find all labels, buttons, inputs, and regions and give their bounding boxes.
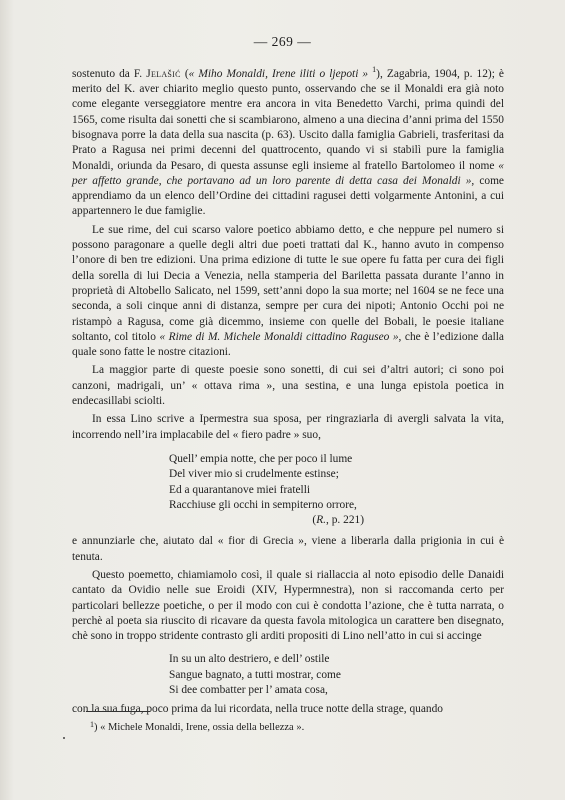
text-run: , p. 221) [326, 514, 364, 527]
text-run: ( [180, 67, 189, 80]
italic-quote: « per affetto grande, che portavano ad un loro parente di detta casa dei Monaldi » [72, 159, 504, 187]
citation-abbrev: R. [316, 514, 327, 527]
page-number: — 269 — [253, 34, 312, 49]
paragraph-5: e annunziarle che, aiutato dal « fior di Grecia », viene a liberarla dalla prigionia in cui è tenuta. [72, 535, 504, 563]
poem-line: Ed a quarantanove miei fratelli [169, 483, 311, 496]
text-run: Le sue rime, del cui scarso valore poetico abbiamo detto, e che neppure pel numero si possono paragonare a quelle degli altri due poeti trattati dal K., hanno avuto in compenso l’onore di ben tre edizioni. Una prima edizione di tutte le sue opere fu fatta per cura dei figli della sorella di lui Decia a Venezia, nella stamperia del Bariletta passata durante l’anno in proprietà di Altobello Salicato, nel 1599, sett’anni dopo la sua morte; nel 1604 se ne fece una seconda, a soli cinque anni di distanza, sempre per cura dei nipoti; Antonio Occhi poi ne ristampò a Ragusa, come già dicemmo, insieme con quelle del Bobali, le poesie italiane soltanto, col titolo [72, 223, 504, 343]
poem-line: Racchiuse gli occhi in sempiterno orrore, [169, 498, 357, 511]
text-run: , come apprendiamo da un elenco dell’Ordine dei cittadini ragusei detti volgarmente Antonini, a cui appartennero le due famiglie. [72, 174, 504, 218]
paragraph-7: con la sua fuga, poco prima da lui ricordata, nella truce notte della strage, quando [72, 703, 444, 716]
page-speck [63, 737, 65, 739]
poem-line: Del viver mio si crudelmente estinse; [169, 468, 339, 481]
cited-title: « Miho Monaldi, Irene iliti o ljepoti » [188, 67, 369, 80]
text-run: ), Zagabria, 1904, p. 12); è merito del K. aver chiarito meglio questo punto, osservando che se il Monaldi era già noto come elegante verseggiatore mentre era ancora in vita Benedetto Varchi, prima quindi del 1565, come risulta dai sonetti che si scambiarono, almeno a una diecina d’anni prima del 1550 bisognava porre la data della sua nascita (p. 63). Uscito dalla famiglia Gabrieli, trasferitasi da Prato a Ragusa nei primi decenni del quattrocento, quando vi si stabilì pure la famiglia Monaldi, oriunda da Pesaro, di questa assunse egli insieme al fratello Bartolomeo il nome [72, 67, 504, 172]
paragraph-4: In essa Lino scrive a Ipermestra sua sposa, per ringraziarla di avergli salvata la vita, incorrendo nell’ira implacabile del « fiero padre » suo, [72, 413, 504, 441]
footnote-ref: 1 [372, 65, 377, 74]
poem-quote-1 [169, 452, 504, 528]
footnote-mark: 1 [90, 720, 94, 729]
paragraph-2 [72, 223, 504, 361]
footnote-text: ) « Michele Monaldi, Irene, ossia della bellezza ». [94, 722, 305, 733]
paragraph-3: La maggior parte di queste poesie sono sonetti, di cui sei d’altri autori; ci sono poi canzoni, madrigali, un’ « ottava rima », una sestina, e una lunga epistola poetica in endecasillabi sciolti. [72, 364, 504, 408]
paragraph-1 [72, 62, 504, 220]
text-run: sostenuto da F. [72, 67, 147, 80]
body-text [72, 62, 504, 718]
paragraph-6: Questo poemetto, chiamiamolo così, il quale si riallaccia al noto episodio delle Danaidi cantato da Ovidio nelle sue Eroidi (XIV, Hypermnestra), non si raccomanda certo per particolari bellezze poetiche, o per il modo con cui è condotta l’azione, che è tutta narrata, o perchè al poeta sia riuscito di ricavare da questa favola mitologica un carattere ben disegnato, chè sono in troppo stridente contrasto gli arditi propositi di Lino nell’atto in cui si accinge [72, 569, 504, 643]
poem-line: In su un alto destriero, e dell’ ostile [169, 653, 330, 666]
poem-line: Si dee combatter per l’ amata cosa, [169, 684, 328, 697]
poem-line: Quell’ empia notte, che per poco il lume [169, 452, 353, 465]
text-run: , che è l’edizione dalla quale sono fatte le nostre citazioni. [72, 330, 504, 359]
poem-citation [169, 513, 504, 528]
text-run: ( [312, 514, 317, 527]
cited-title: « Rime di M. Michele Monaldi cittadino Raguseo » [159, 330, 399, 343]
poem-line: Sangue bagnato, a tutti mostrar, come [169, 668, 341, 681]
footnote-divider [86, 711, 150, 712]
footnote [90, 718, 304, 735]
author-name: Jelašić [146, 67, 181, 80]
poem-quote-2 [169, 652, 504, 698]
